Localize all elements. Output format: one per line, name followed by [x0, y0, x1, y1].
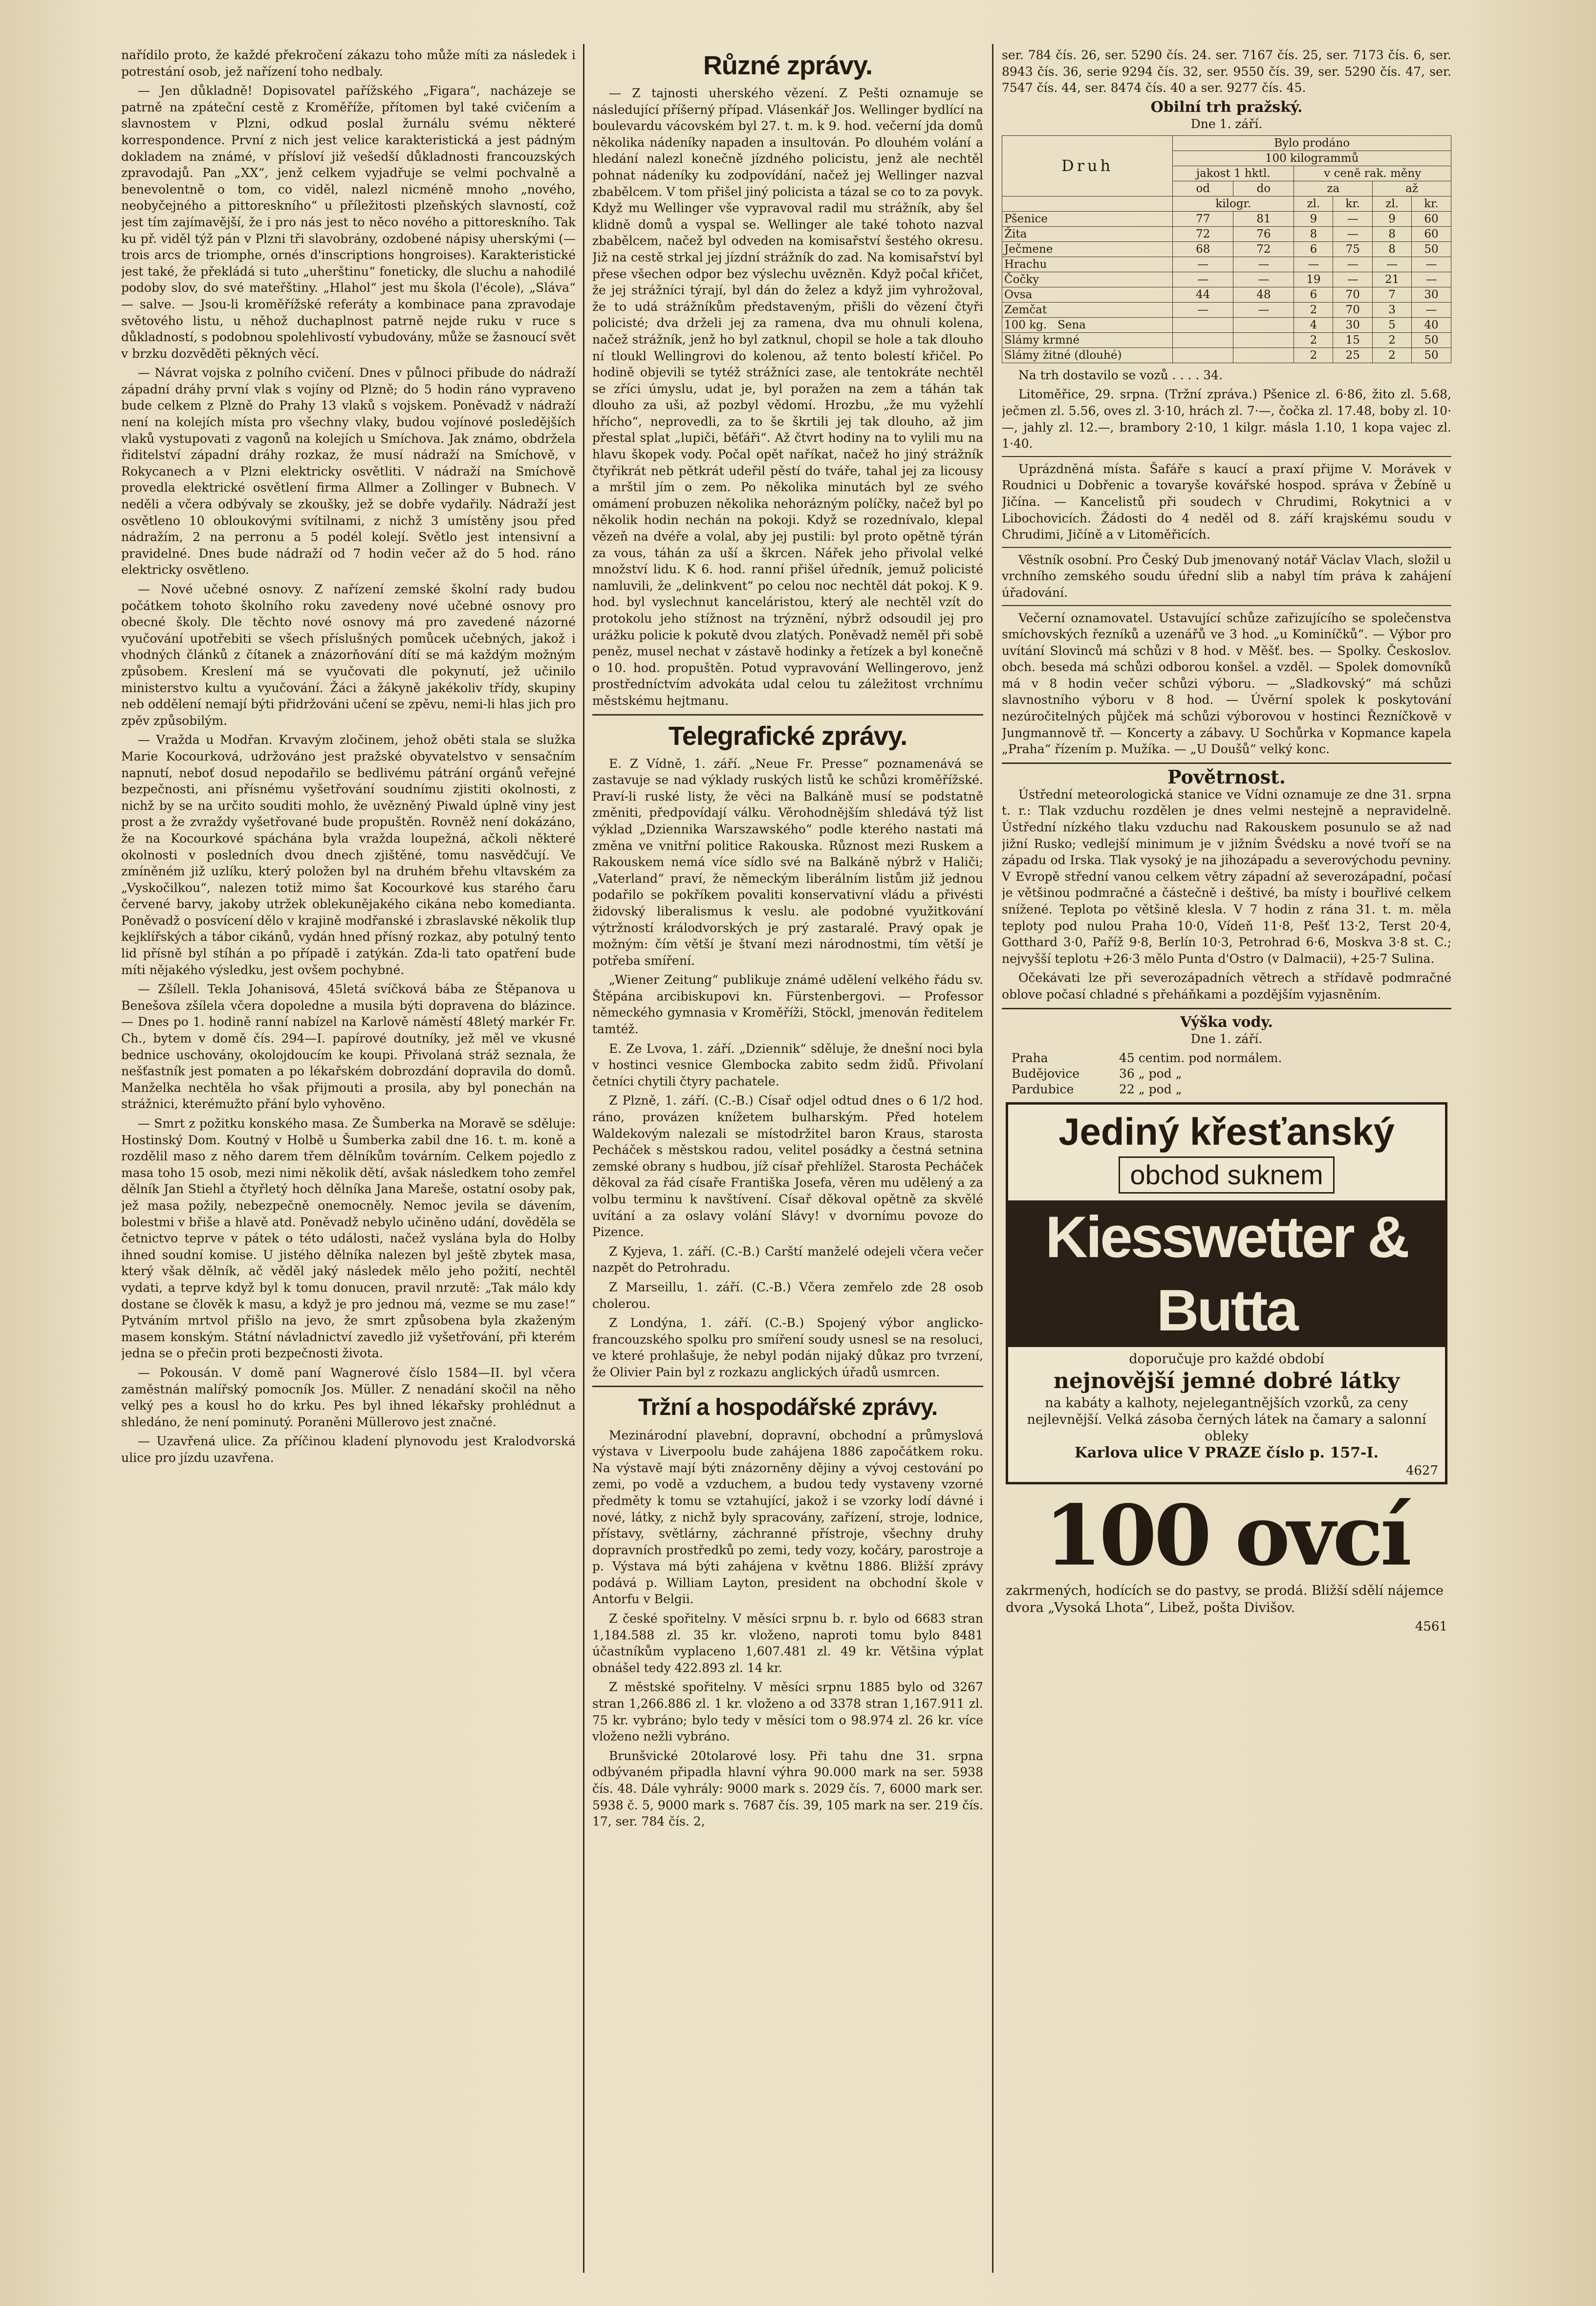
- list-item: Pardubice 22 „ pod „: [1012, 1082, 1182, 1096]
- article-paragraph: „Wiener Zeitung“ publikuje známé udělení velkého řádu sv. Štěpána arcibiskupovi kn. Fürstenbergovi. — Professor německého gymnasia v Kroměříži, Stöckl, jmenován ředitelem tamtéž.: [592, 973, 983, 1037]
- table-row: Žita 72 76 8 — 8 60: [1002, 226, 1451, 241]
- personal-news: Věstník osobní. Pro Český Dub jmenovaný notář Václav Vlach, složil u vrchního zemského soudu úřední slib a nabyl tím práva k zahájení úřadování.: [1002, 552, 1451, 600]
- article-paragraph: — Jen důkladně! Dopisovatel pařížského „Figara“, nacházeje se patrně na zpáteční cestě z Kroměříže, přítomen byl také cvičením a slavnostem v Plzni, odkud poslal žurnálu svému některé korrespondence. První z nich jest velice karakteristická a jest pádným dokladem na známé, v přísloví již vešedší důkladnosti francouzských zpravodajů. Pan „XX“, jenž celkem vyjadřuje se velmi pochvalně a benevolentně o tom, co viděl, nalezl nicméně mnoho „nového, neobyčejného a pittoreskního“ u příležitosti plzeňských slavností, což jest tím zajímavější, že i pro nás jest to něco nového a pittoreskního. Tak ku př. viděl týž pán v Plzni tři slavobrány, ozdobené nápisy uherskými (— trois arcs de triomphe, ornés d'inscriptions hongroises). Karakteristické jest také, že překládá si tuto „uherštinu“ foneticky, dle sluchu a nahodilé podoby slov, do své mateřštiny. „Hlahol“ jest mu škola (l'école), „Sláva“ — salve. — Jsou-li kroměřížské referáty a kombinace pana zpravodaje světového listu, u něhož duchaplnost patrně nejde ruku v ruce s důkladností, s podobnou spolehlivostí vybudovány, může se žasnoucí svět v brzku dozvěděti pěkných věcí.: [121, 84, 576, 361]
- market-date: Dne 1. září.: [1190, 116, 1263, 131]
- article-paragraph: — Nové učebné osnovy. Z nařízení zemské školní rady budou počátkem tohoto školního roku zavedeny nové učebné osnovy pro obecné školy. Dle těchto nové osnovy má pro zavedené názorné vyučování upotřebiti se všech příslušných pomůcek učebných, jakož i vhodných článků z čítanek a znázorňování dítí se má každým možným způsobem. Kreslení má se vyučovati dle pokynutí, jež učinilo ministerstvo kultu a vyučování. Žáci a žákyně jakékoliv třídy, skupiny neb oddělení nemají býti přidržováni učení se zpěvu, nemi-li hlas jich pro zpěv způsobilým.: [121, 582, 576, 728]
- article-paragraph: — Uzavřená ulice. Za příčinou kladení plynovodu jest Kralodvorská ulice pro jízdu uzavřena.: [121, 1434, 576, 1465]
- article-paragraph: Z Marseillu, 1. září. (C.-B.) Včera zemřelo zde 28 osob cholerou.: [592, 1280, 983, 1311]
- ad-kiesswetter-butta: Jediný křesťanský obchod suknem Kiesswetter & Butta doporučuje pro každé období nejnovější jemné dobré látky na kabáty a kalhoty, nejelegantnějších vzorků, za ceny nejlevnější. Velká zásoba černých látek na čamary a salonní obleky Karlova ulice V PRAZE číslo p. 157-I. 4627: [1006, 1102, 1447, 1484]
- article-paragraph: Z Kyjeva, 1. září. (C.-B.) Carští manželé odejeli včera večer nazpět do Petrohradu.: [592, 1244, 983, 1275]
- table-row: Hrachu — — — — — —: [1002, 257, 1451, 272]
- list-item: Budějovice 36 „ pod „: [1012, 1066, 1182, 1081]
- table-header-price: v ceně rak. měny: [1294, 166, 1451, 181]
- article-paragraph: Z městské spořitelny. V měsíci srpnu 1885 bylo od 3267 stran 1,266.886 zl. 1 kr. vloženo a od 3378 stran 1,167.911 zl. 75 kr. vybráno; bylo tedy v měsíci tom o 98.974 zl. 26 kr. více vloženo nežli vybráno.: [592, 1680, 983, 1744]
- list-item: Praha 45 centim. pod normálem.: [1012, 1050, 1282, 1065]
- weather-forecast: Očekávati lze při severozápadních větrech a střídavě podmračné oblove počasí chladné s přeháňkami a pozdějším vyjasněním.: [1002, 971, 1451, 1001]
- table-header-do: do: [1233, 181, 1294, 196]
- column-divider: [583, 44, 584, 2273]
- lottery-series: ser. 784 čís. 26, ser. 5290 čís. 24. ser. 7167 čís. 25, ser. 7173 čís. 6, ser. 8943 čís. 36, serie 9294 čís. 32, ser. 9550 čís. 39, ser. 5290 čís. 47, ser. 7547 čís. 44, ser. 8474 čís. 40 a ser. 9277 čís. 45.: [1002, 48, 1451, 95]
- table-header-za: za: [1294, 181, 1373, 196]
- article-paragraph: — Smrt z požitku konského masa. Ze Šumberka na Moravě se sděluje: Hostinský Dom. Koutný v Holbě u Šumberka zabil dne 16. t. m. koně a rozdělil maso z něho darem třem dělníkům továrním. Celkem pojedlo z masa toho 15 osob, mezi nimi několik dětí, avšak následkem toho zemřel dělník Jan Stiehl a čtyřletý hoch dělníka Jana Mareše, ostatní osoby pak, jež masa požily, nebezpečně onemocněly. Nemoc jevila se dávením, bolestmi v břiše a hlavě atd. Poněvadž nebylo učiněno udání, dověděla se četnictvo teprve v pátek o této události, načež vyslána byla do Holby ihned soudní komise. U jistého dělníka nalezen byl ještě zbytek masa, který však dělník, ač věděl jaký následek mělo jeho požití, nechtěl vydati, a teprve když byl k tomu donucen, pravil nrzutě: „Tak málo kdy dostane se člověk k masu, a když je pro jednou má, vezme se mu zase!“ Pytváním mrtvol přišlo na jevo, že smrt způsobena byla zkaženým masem konským. Státní návladnictví zavedlo již vyšetřování, při kterém jedna se o přečin proti bezpečnosti života.: [121, 1116, 576, 1361]
- article-paragraph: nařídilo proto, že každé překročení zákazu toho může míti za následek i potrestání osob, jež nařízení toho nedbaly.: [121, 48, 576, 79]
- market-title: Obilní trh pražský.: [1150, 98, 1303, 116]
- table-row: Čočky — — 19 — 21 —: [1002, 272, 1451, 287]
- water-list: [1012, 1050, 1442, 1097]
- ad-firm-name: Kiesswetter & Butta: [1008, 1200, 1445, 1347]
- article-paragraph: Z Plzně, 1. září. (C.-B.) Císař odjel odtud dnes o 6 1/2 hod. ráno, provázen knížetem bulharským. Před hotelem Waldekovým nalezali se místodržitel baron Kraus, starosta Pecháček s městskou radou, velitel posádky a čestná setnina zemské obrany s hudbou, jíž císař přehlížel. Starosta Pecháček děkoval za řád císaře Františka Josefa, věren mu udělený a za volbu terminu k navštívení. Císař děkoval opětně za skvělé uvítání a za oslavy volání Slávy! v dvornímu povoze do Pizence.: [592, 1093, 983, 1240]
- side-label-100kg: 100 kg.: [1004, 318, 1047, 331]
- article-paragraph: Brunšvické 20tolarové losy. Při tahu dne 31. srpna odbývaném připadla hlavní výhra 90.000 mark na ser. 5938 čís. 48. Dále vyhrály: 9000 mark s. 2029 čís. 7, 6000 mark ser. 5938 č. 5, 9000 mark s. 7687 čís. 39, 105 mark na ser. 219 čís. 17, ser. 784 čís. 2,: [592, 1748, 983, 1829]
- table-row: Ovsa 44 48 6 70 7 30: [1002, 287, 1451, 302]
- article-paragraph: Mezinárodní plavební, dopravní, obchodní a průmyslová výstava v Liverpoolu bude zahájena 1886 započátkem roku. Na výstavě mají býti znázorněny dějiny a vývoj cestování po zemi, po vodě a vzduchem, a budou tedy vystaveny vzorné předměty k tomu se vztahující, jakož i se vzorky lodí dávné i nové, látky, z nichž byly spracovány, zařízení, stroje, lodnice, přístavy, světlárny, záchranné přístroje, všechny druhy dopravních prostředků po zemi, tedy vozy, kočáry, parostroje a p. Výstava má býti zahájena v květnu 1886. Bližší zprávy podává p. William Layton, president na obchodní škole v Antorfu v Belgii.: [592, 1428, 983, 1607]
- table-row: Slámy žitné (dlouhé) 2 25 2 50: [1002, 348, 1451, 363]
- table-header-kr: kr.: [1333, 196, 1373, 211]
- ad-sheep: 100 ovcí zakrmených, hodících se do pastvy, se prodá. Bližší sdělí nájemce dvora „Vysoká Lhota“, Libež, pošta Divišov. 4561: [1006, 1486, 1447, 1634]
- table-header-zl: zl.: [1373, 196, 1412, 211]
- article-paragraph: — Pokousán. V domě paní Wagnerové číslo 1584—II. byl včera zaměstnán malířský pomocník Jos. Müller. Z nenadání skočil na něho velký pes a kousl ho do krku. Pes byl ihned lékařsky prohlédnut a shledáno, že není pominutý. Poraněni Müllerovo jest značné.: [121, 1365, 576, 1429]
- article-paragraph: — Návrat vojska z polního cvičení. Dnes v půlnoci přibude do nádraží západní dráhy první vlak s vojíny od Plzně; do 5 hodin ráno vypraveno bude celkem z Plzně do Prahy 13 vlaků s vojskem. Poněvadž v nádraží není na kolejích místa pro všechny vlaky, budou vojínové posledějších vlaků vystupovati z vagonů na kolejích u Smíchova. Jak známo, obdržela řiditelství západní dráhy rozkaz, že musí nádraží na Smíchově, v Rokycanech a v Plzni elektricky osvětliti. V nádraží na Smíchově provedla elektrické osvětlení firma Allmer a Zollinger v Bubnech. V neděli a včera odbývaly se zkoušky, jež se dobře vydařily. Nádraží jest osvětleno 10 obloukovými svítilnami, z nichž 3 umístěny jsou před nádražím, 2 na perronu a 5 podél kolejí. Světlo jest intensivní a pravidelné. Dnes bude nádraží od 7 hodin večer až do 5 hod. ráno elektricky osvětleno.: [121, 366, 576, 577]
- article-paragraph: E. Ze Lvova, 1. září. „Dziennik“ sděluje, že dnešní noci byla v hostinci vesnice Glembocka zabito sedm židů. Přivolaní četníci chytili čtyry pachatele.: [592, 1041, 983, 1088]
- column-news: [592, 47, 983, 1833]
- article-paragraph: E. Z Vídně, 1. září. „Neue Fr. Presse“ poznamenává se zastavuje se nad výklady ruských listů ke schůzi kroměřížské. Praví-li ruské listy, že věci na Balkáně musí se podstatně změniti, předpovídají válku. Věrohodnějším shledává týž list výklad „Dziennika Warszawského“ podle kterého nastati má změna ve vnitřní politice Rakouska. Různost mezi Ruskem a Rakouskem nemá více sídlo své na Balkáně nýbrž v Haliči; „Vaterland“ praví, že německým liberálním listům již jednou podařilo se pokříkem povaliti konservativní vládu a přivésti židovský liberalismus k veslu. ale podobné využitkování výtržností králodvorských je prý zastaralé. Pravý opak je možným: čím větší je štvaní mezi národnostmi, tím větší je potřeba smíření.: [592, 756, 983, 968]
- table-header-jakost: jakost 1 hktl.: [1173, 166, 1294, 181]
- section-divider: [592, 714, 983, 716]
- evening-announcements: Večerní oznamovatel. Ustavující schůze zařizujícího se společenstva smíchovských řezníků a uzenářů ve 3 hod. „u Kominíčků“. — Výbor pro uvítání Slovinců má schůzi v 8 hod. v Měšť. bes. — Spolky. Českoslov. obch. beseda má schůzi odborou konšel. a vzděl. — Spolek domovníků má v 8 hodin večer schůzi výboru. — „Sladkovský“ má schůzi slavnostního výboru v 8 hod. — Úvěrní spolek k poskytování nezúročitelných půjček má schůzi výborovou v hostinci Řezníčkově v Jungmannově tř. — Koncerty a zábavy. U Sochůrka v Kopmance kapela „Praha“ řízením p. Mužíka. — „U Doušů“ velký konc.: [1002, 610, 1451, 757]
- column-local-news: [121, 47, 576, 1469]
- grain-price-table: [1002, 135, 1451, 363]
- article-paragraph: Z české spořitelny. V měsíci srpnu b. r. bylo od 6683 stran 1,184.588 zl. 35 kr. vloženo, naproti tomu bylo 8481 účastníkům vyplaceno 1,607.481 zl. 49 kr. Většina výplat obnášel tedy 422.893 zl. 14 kr.: [592, 1611, 983, 1675]
- section-divider: [592, 1386, 983, 1387]
- section-heading-telegraph: Telegrafické zprávy.: [668, 721, 907, 751]
- table-header-druh: Druh: [1002, 135, 1173, 196]
- column-divider: [992, 44, 993, 2273]
- market-note: Na trh dostavilo se vozů . . . . 34.: [1018, 368, 1223, 382]
- weather-title: Povětrnost.: [1167, 765, 1286, 788]
- table-row: 100 kg. Sena 4 30 5 40: [1002, 317, 1451, 332]
- water-date: Dne 1. září.: [1190, 1031, 1263, 1046]
- table-header-kr: kr.: [1412, 196, 1451, 211]
- table-header-od: od: [1173, 181, 1233, 196]
- table-header-zl: zl.: [1294, 196, 1333, 211]
- article-paragraph: Z Londýna, 1. září. (C.-B.) Spojený výbor anglicko-francouzského spolku pro smíření soudy usnesl se na resoluci, ve které prohlašuje, že nebyl podán nijaký důkaz pro tvrzení, že Olivier Pain byl z rozkazu anglických úřadů usmrcen.: [592, 1316, 983, 1379]
- table-header-sold: Bylo prodáno: [1173, 135, 1451, 151]
- water-title: Výška vody.: [1180, 1013, 1273, 1031]
- article-paragraph: — Zšílell. Tekla Johanisová, 45letá svíčková bába ze Štěpanova u Benešova zšílela včera dopoledne a musila býti dopravena do blázince. — Dnes po 1. hodině ranní nabízel na Karlově náměstí 48letý markér Fr. Ch., bytem v domě čís. 294—I. papírové doutníky, jež měl ve vkusné bednice uschovány, okolojdoucím ke koupi. Přivolaná stráž seznala, že nešťastník jest pomaten a po lékařském dobrozdání dopravila do domů. Manželka nechtěla ho však přijmouti a prosila, aby byl ponechán na strážnici, kterémužto přání bylo vyhověno.: [121, 982, 576, 1111]
- table-row: Pšenice 77 81 9 — 9 60: [1002, 211, 1451, 226]
- table-row: Ječmene 68 72 6 75 8 50: [1002, 241, 1451, 257]
- vacancies: Uprázdněná místa. Šafáře s kaucí a praxí přijme V. Morávek v Roudnici u Dobřenic a tovaryše kovářské hospod. správa v Žebíně u Jičína. — Kancelistů při soudech v Chrudimi, Rokytnici a v Libochovicích. Žádosti do 4 neděl od 8. září krajskému soudu v Chrudimi, Jičíně a v Litoměřicích.: [1002, 461, 1451, 542]
- table-header-az: až: [1373, 181, 1451, 196]
- table-header-unit: 100 kilogrammů: [1173, 151, 1451, 166]
- article-paragraph: — Vražda u Modřan. Krvavým zločinem, jehož oběti stala se služka Marie Kocourková, udržováno jest pražské obyvatelstvo v sensačním napnutí, neboť dosud nepodařilo se bedlivému pátrání orgánů veřejné bezpečnosti, ani přísnému vyšetřování soudnímu zjistiti okolnosti, z nichž by se na určito souditi mohlo, že uvězněný Piwald úplně viny jest prost a že zvraždy vyšetřované bude propuštěn. Rovněž není dokázáno, že na Kocourkové spáchána byla vražda loupežná, ačkoli některé okolnosti v posledních dvou dnech zjištěné, tomu nasvědčují. Ve zmíněném již uzlíku, který položen byl na druhém břehu vltavském za „Vyskočilkou“, nalezen totiž mimo šat Kocourkové kus starého čaru červené barvy, jakoby utržek oblekunějakého cikána nebo komedianta. Poněvadž o posvícení dělo v krajině modřanské i zbraslavské několik tlup kejklířských a tábor cikánů, vydán hned přísný rozkaz, aby potulný tento lid přísně byl stíhán a po případě i zatýkán. Zda-li tato opatření bude míti nějakého výsledku, jest ovšem pochybné.: [121, 733, 576, 977]
- weather-text: Ústřední meteorologická stanice ve Vídni oznamuje ze dne 31. srpna t. r.: Tlak vzduchu rozdělen je dnes velmi nestejně a nepravidelně. Ústřední nízkého tlaku vzduchu nad Rakouskem posunulo se až nad jižní Rusko; vedlejší minimum je v jižním Švédsku a nové tvoří se na západu od Irska. Tlak vysoký je na jihozápadu a severovýchodu pevniny. V Evropě střední vanou celkem větry západní až severozápadní, počasí je většinou podmračné a částečně i deštivé, ba místy i bouřlivé celkem snížené. Teplota po většině klesla. V 7 hodin z rána 31. t. m. měla teploty pod nulou Praha 10·0, Vídeň 11·8, Pešť 13·2, Terst 20·4, Gotthard 3·0, Paříž 9·8, Berlín 10·3, Petrohrad 6·6, Moskva 3·8 st. C.; nejvyšší teplotu +26·3 mělo Punta d'Ostro (v Dalmacii), +25·7 Sulina.: [1002, 787, 1451, 966]
- table-header-kilogr: kilogr.: [1173, 196, 1294, 211]
- table-row: Zemčat — — 2 70 3 —: [1002, 302, 1451, 317]
- section-heading-market: Tržní a hospodářské zprávy.: [638, 1394, 938, 1420]
- market-litomerice: Litoměřice, 29. srpna. (Tržní zpráva.) Pšenice zl. 6·86, žito zl. 5.68, ječmen zl. 5.56, oves zl. 3·10, hrách zl. 7·—, čočka zl. 17.48, boby zl. 10·—, jahly zl. 12.—, brambory 2·10, 1 kilgr. másla 1.10, 1 kopa vajec zl. 1·40.: [1002, 387, 1451, 451]
- article-paragraph: — Z tajnosti uherského vězení. Z Pešti oznamuje se následující příšerný případ. Vlásenkář Jos. Wellinger bydlící na boulevardu vácovském byl 27. t. m. k 9. hod. večerní jda domů několika nádeníky napaden a insultován. Po dlouhém volání a hledání nalezl konečně jízdného policistu, jenž ale nechtěl pohnat nádeníky ku zodpovídání, načež jej Wellinger nazval zbabělcem. V tom přišel jiný policista a tázal se co to za povyk. Když mu Wellinger vše vypravoval radil mu strážník, aby šel klidně domů a vyspal se. Wellinger ale také tohoto nazval zbabělcem, načež byl odveden na komisařství šestého okresu. Již na cestě strkal jej jízdní strážník do zad. Na komisařství byl přese všechen odpor bez výslechu uvězněn. Když počal křičet, že jej strážníci týrají, byl dán do želez a když jim vyhrožoval, že to udá strážníkům představeným, přišli do vězení čtyři policisté; dva drželi jej za ramena, dva mu ohnuli kolena, načež strážník, jenž ho byl zatknul, chopil se hole a tak dlouho ní tloukl Wellingrovi do kolenou, až tento bolestí křičel. Po hodině objevili se tytéž strážníci zase, ale tentokráte nechtěl se zříci úmyslu, udat je, byl poražen na zem a táhán tak dlouho za uši, až pozbyl vědomí. Hrozbu, „že mu vyžehlí hřícho“, neprovedli, za to še škrtili jej tak dlouho, až jim přestal splat „lupiči, běťáři“. Až čtvrt hodiny na to vylili mu na hlavu škopek vody. Počal opět naříkat, načež ho jiný strážník čtyřikrát neb pětkrát udeřil pěstí do tváře, tahal jej za licousy a mrštil jím o zem. Po několika minutách byl ze svého omámení probuzen několika nehorázným políčky, načež byl po několik hodin nechán na pokoji. Když se rozednívalo, klepal vězeň na dvéře a volal, aby jej pustili: byl proto opětně týrán za vous, táhán za uší a škrcen. Nářek jeho přivolal velké množství lidu. K 6. hod. ranní přišel úředník, jemuž policisté namluvili, že „delinkvent“ po celou noc nechtěl dát pokoj. K 9. hod. byl vyslechnut kanceláristou, který ale nechtěl vzít do protokolu jeho stížnost na trýznění, nýbrž odsoudil jej pro urážku policie k pokutě dvou zlatých. Poněvadž neměl při sobě peněz, musel nechat v zástavě hodinky a řetízek a byl konečně o 10. hod. propuštěn. Potud vypravování Wellingerovo, jenž prostředníctvím advokáta udal celou tu záležitost vrchnímu městskému hejtmanu.: [592, 86, 983, 708]
- table-row: Slámy krmné 2 15 2 50: [1002, 332, 1451, 348]
- section-heading-ruzne: Různé zprávy.: [703, 51, 873, 80]
- column-market: [1002, 47, 1451, 1634]
